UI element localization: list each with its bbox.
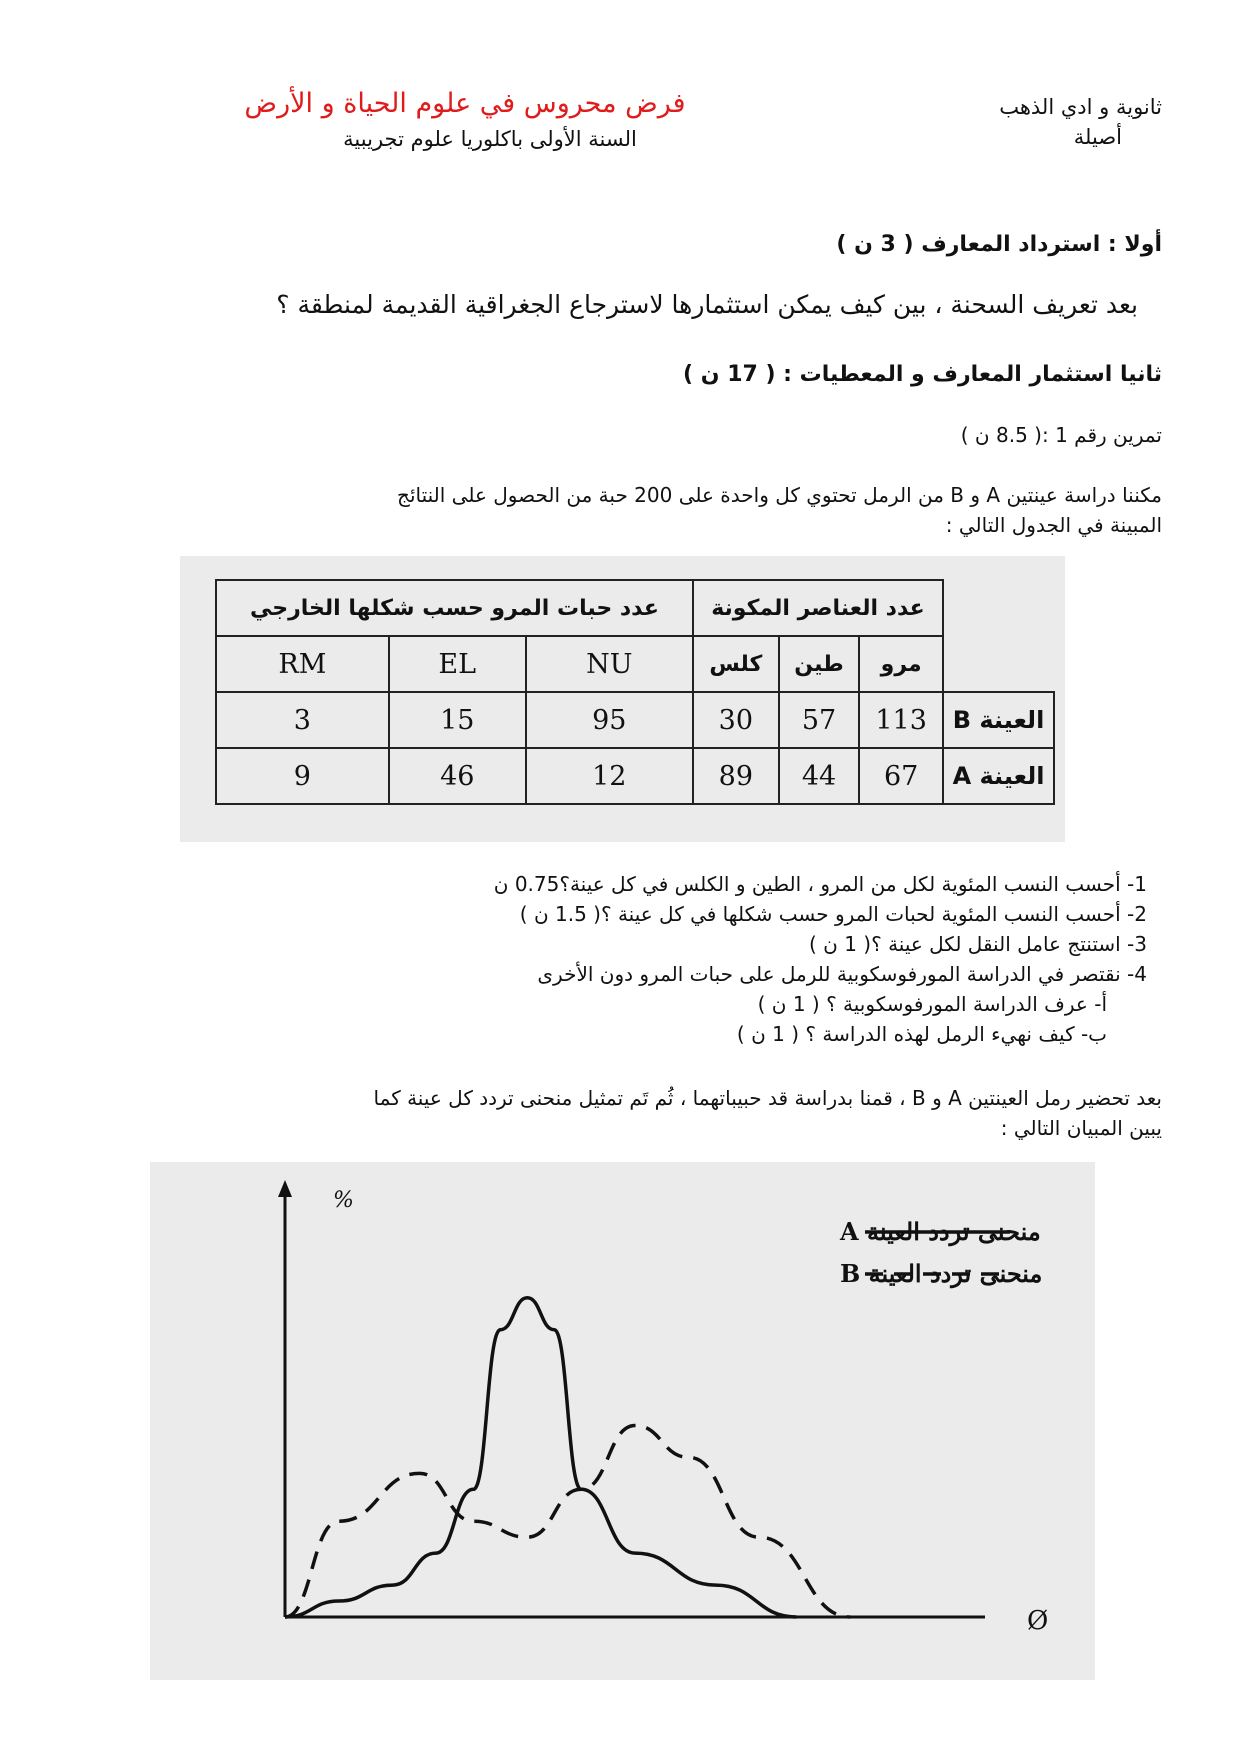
questions-list: [494, 869, 1147, 1049]
table-cell: 57: [779, 692, 860, 748]
table-cell: 9: [216, 748, 389, 804]
table-cell: 44: [779, 748, 860, 804]
curve-intro: بعد تحضير رمل العينتين A و B ، قمنا بدراسة قد حبيباتهما ، ثُم تَم تمثيل منحنى تردد كل عينة كما يبين المبيان التالي :: [373, 1086, 1162, 1140]
table-row: [216, 692, 1054, 748]
table-cell: 3: [216, 692, 389, 748]
table-cell: 113: [859, 692, 943, 748]
question-item: ب- كيف نهيء الرمل لهذه الدراسة ؟ ( 1 ن ): [736, 1022, 1107, 1046]
question-item: 1- أحسب النسب المئوية لكل من المرو ، الطين و الكلس في كل عينة؟0.75 ن: [493, 872, 1147, 896]
section1-question: بعد تعريف السحنة ، بين كيف يمكن استثمارها لاسترجاع الجغراقية القديمة لمنطقة ؟: [276, 290, 1138, 319]
exercise-intro: مكننا دراسة عينتين A و B من الرمل تحتوي كل واحدة على 200 حبة من الحصول على النتائج المبينة في الجدول التالي :: [397, 483, 1162, 537]
question-item: 2- أحسب النسب المئوية لحبات المرو حسب شكلها في كل عينة ؟( 1.5 ن ): [519, 902, 1147, 926]
col-header: طين: [779, 636, 860, 692]
x-axis-label: Ø: [1027, 1606, 1049, 1636]
table-cell: 46: [389, 748, 526, 804]
chart-axes: [278, 1180, 1048, 1636]
series-line-b: [285, 1425, 850, 1617]
question-item: 4- نقتصر في الدراسة المورفوسكوبية للرمل على حبات المرو دون الأخرى: [537, 962, 1147, 986]
results-table: [215, 579, 1055, 805]
school-name: ثانوية و ادي الذهب أصيلة: [999, 92, 1162, 152]
question-item: 3- استنتج عامل النقل لكل عينة ؟( 1 ن ): [808, 932, 1147, 956]
y-axis-arrow: [278, 1180, 292, 1197]
group-header-quartz-shape: عدد حبات المرو حسب شكلها الخارجي: [216, 580, 693, 636]
question-item: أ- عرف الدراسة المورفوسكوبية ؟ ( 1 ن ): [757, 992, 1107, 1016]
frequency-chart: [150, 1162, 1095, 1680]
table-cell: 67: [859, 748, 943, 804]
col-header: كلس: [693, 636, 779, 692]
legend-label: منحنى تردد العينة B: [840, 1259, 1043, 1288]
section2-heading: ثانيا استثمار المعارف و المعطيات : ( 17 ن ): [683, 362, 1162, 387]
exam-title: فرض محروس في علوم الحياة و الأرض: [244, 88, 686, 119]
group-header-components: عدد العناصر المكونة: [693, 580, 943, 636]
col-header: NU: [526, 636, 693, 692]
col-header: مرو: [859, 636, 943, 692]
col-header: EL: [389, 636, 526, 692]
table-cell: 89: [693, 748, 779, 804]
chart-legend: [839, 1217, 1042, 1289]
legend-label: منحنى تردد العينة A: [840, 1217, 1041, 1246]
table-cell: 30: [693, 692, 779, 748]
row-label: العينة B: [943, 692, 1054, 748]
chart-series: [285, 1298, 850, 1617]
table-cell: 15: [389, 692, 526, 748]
exercise-title: تمرين رقم 1 :( 8.5 ن ): [960, 423, 1162, 447]
table-row: [216, 748, 1054, 804]
col-header: RM: [216, 636, 389, 692]
table-cell: 12: [526, 748, 693, 804]
school-city: أصيلة: [1073, 125, 1122, 149]
table-cell: 95: [526, 692, 693, 748]
section1-heading: أولا : استرداد المعارف ( 3 ن ): [836, 232, 1162, 257]
series-line-a: [285, 1298, 797, 1617]
y-axis-label: %: [333, 1188, 354, 1213]
exam-level: السنة الأولى باكلوريا علوم تجريبية: [343, 127, 637, 151]
row-label: العينة A: [943, 748, 1054, 804]
